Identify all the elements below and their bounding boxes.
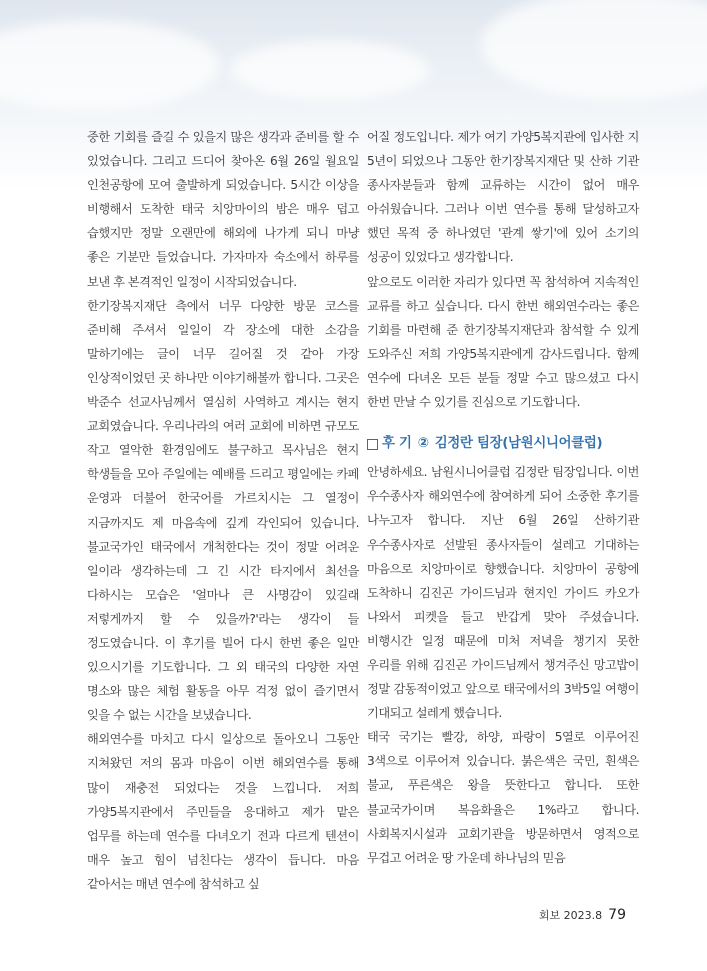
- cloud-shape: [0, 20, 220, 110]
- section-label: 후 기: [382, 436, 412, 452]
- paragraph: 어질 정도입니다. 제가 여기 가양5복지관에 입사한 지 5년이 되었으나 그동안 한기장복지재단 및 산하 기관 종사자분들과 함께 교류하는 시간이 없어 매우 아쉬웠습니다. 그러나 이번 연수를 통해 달성하고자 했던 목적 중 하나였던 '관계 쌓기'에 있어 소기의 성공이 있었다고 생각합니다.: [367, 130, 639, 265]
- paragraph: 앞으로도 이러한 자리가 있다면 꼭 참석하여 지속적인 교류를 하고 싶습니다. 다시 한번 해외연수라는 좋은 기회를 마련해 준 한기장복지재단과 참석할 수 있게 도와주신 저희 가양5복지관에게 감사드립니다. 함께 연수에 다녀온 모든 분들 정말 수고 많으셨고 다시 한번 만날 수 있기를 진심으로 기도합니다.: [367, 274, 639, 410]
- author-name: 김정란 팀장(남원시니어클럽): [434, 436, 603, 452]
- page-number: 79: [608, 907, 626, 923]
- left-column: [87, 125, 359, 896]
- paragraph: 안녕하세요. 남원시니어클럽 김정란 팀장입니다. 이번 우수종사자 해외연수에 참여하게 되어 소중한 후기를 나누고자 합니다. 지난 6월 26일 산하기관 우수종사자로 선발된 종사자들이 설레고 기대하는 마음으로 치앙마이로 향했습니다. 치앙마이 공항에 도착하니 김진곤 가이드님과 현지인 가이드 카오가 나와서 피켓을 들고 반갑게 맞아 주셨습니다. 비행시간 일정 때문에 미처 저녁을 챙기지 못한 우리를 위해 김진곤 가이드님께서 챙겨주신 망고밥이 정말 감동적이었고 앞으로 태국에서의 3박5일 여행이 기대되고 설레게 했습니다.: [367, 465, 639, 721]
- paragraph: 태국 국기는 빨강, 하양, 파랑이 5열로 이루어진 3색으로 이루어져 있습니다. 붉은색은 국민, 흰색은 불교, 푸른색은 왕을 뜻한다고 합니다. 또한 불교국가이며 복음화율은 1%라고 합니다. 사회복지시설과 교회기관을 방문하면서 영적으로 무겁고 어려운 땅 가운데 하나님의 믿음: [367, 730, 639, 865]
- paragraph: 중한 기회를 즐길 수 있을지 많은 생각과 준비를 할 수 있었습니다. 그리고 드디어 찾아온 6월 26일 월요일 인천공항에 모여 출발하게 되었습니다. 5시간 이상을 비행해서 도착한 태국 치앙마이의 밤은 매우 덥고 습했지만 정말 오랜만에 해외에 나가게 되니 마냥 좋은 기분만 들었습니다. 가자마자 숙소에서 하루를 보낸 후 본격적인 일정이 시작되었습니다.: [87, 130, 359, 289]
- section-heading: [367, 432, 639, 456]
- paragraph: 한기장복지재단 측에서 너무 다양한 방문 코스를 준비해 주셔서 일일이 각 장소에 대한 소감을 말하기에는 글이 너무 길어질 것 같아 가장 인상적이었던 곳 하나만 이야기해볼까 합니다. 그곳은 박준수 선교사님께서 열심히 사역하고 계시는 현지 교회였습니다. 우리나라의 여러 교회에 비하면 규모도 작고 열악한 환경임에도 불구하고 목사님은 현지 학생들을 모아 주일에는 예배를 드리고 평일에는 카페 운영과 더불어 한국어를 가르치시는 그 열정이 지금까지도 제 마음속에 깊게 각인되어 있습니다. 불교국가인 태국에서 개척한다는 것이 정말 어려운 일이라 생각하는데 그 긴 시간 타지에서 최선을 다하시는 모습은 '얼마나 큰 사명감이 있길래 저렇게까지 할 수 있을까?'라는 생각이 들 정도였습니다. 이 후기를 빌어 다시 한번 좋은 일만 있으시기를 기도합니다. 그 외 태국의 다양한 자연 명소와 많은 체험 활동을 아무 걱정 없이 즐기면서 잊을 수 없는 시간을 보냈습니다.: [87, 298, 359, 723]
- right-column: [367, 125, 639, 870]
- page-footer: [539, 907, 626, 923]
- cloud-shape: [480, 0, 707, 100]
- paragraph: 해외연수를 마치고 다시 일상으로 돌아오니 그동안 지쳐왔던 저의 몸과 마음이 이번 해외연수를 통해 많이 재충전 되었다는 것을 느낍니다. 저희 가양5복지관에서 주민들을 응대하고 제가 맡은 업무를 하는데 연수를 다녀오기 전과 다르게 텐션이 매우 높고 힘이 넘친다는 생각이 듭니다. 마음 같아서는 매년 연수에 참석하고 싶: [87, 732, 359, 891]
- square-bullet-icon: [367, 439, 378, 450]
- cloud-shape: [230, 40, 430, 100]
- publication-label: 회보 2023.8: [538, 909, 603, 922]
- section-number: ②: [417, 436, 429, 452]
